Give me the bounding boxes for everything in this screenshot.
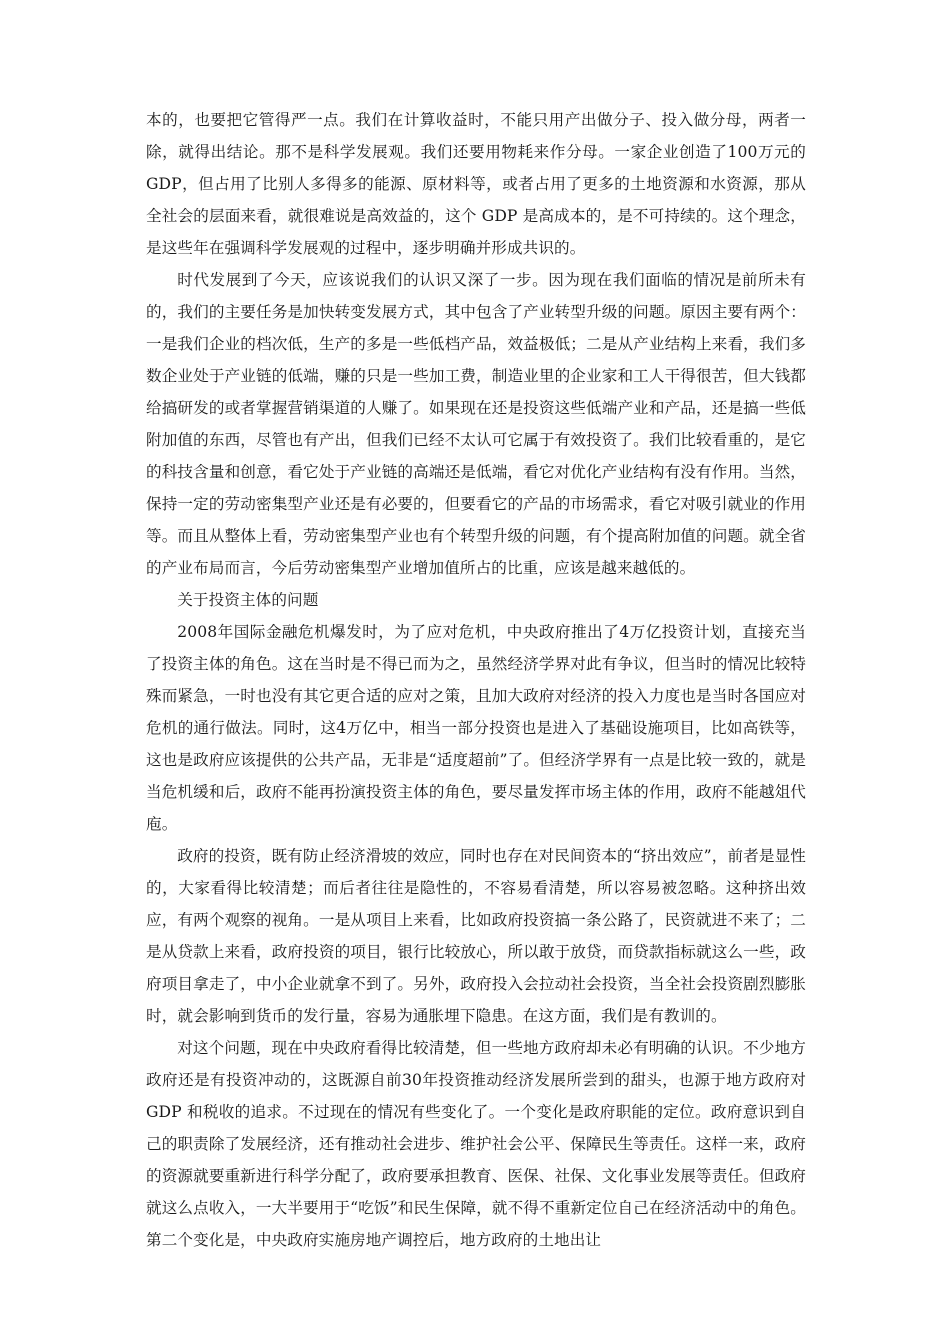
section-heading: 关于投资主体的问题: [177, 591, 319, 609]
paragraph-2: 时代发展到了今天，应该说我们的认识又深了一步。因为现在我们面临的情况是前所未有的，我们的主要任务是加快转变发展方式，其中包含了产业转型升级的问题。原因主要有两个：一是我们企业的档次低，生产的多是一些低档产品，效益极低；二是从产业结构上来看，我们多数企业处于产业链的低端，赚的只是一些加工费，制造业里的企业家和工人干得很苦，但大钱都给搞研发的或者掌握营销渠道的人赚了。如果现在还是投资这些低端产业和产品，还是搞一些低附加值的东西，尽管也有产出，但我们已经不太认可它属于有效投资了。我们比较看重的，是它的科技含量和创意，看它处于产业链的高端还是低端，看它对优化产业结构有没有作用。当然，保持一定的劳动密集型产业还是有必要的，但要看它的产品的市场需求，看它对吸引就业的作用等。而且从整体上看，劳动密集型产业也有个转型升级的问题，有个提高附加值的问题。就全省的产业布局而言，今后劳动密集型产业增加值所占的比重，应该是越来越低的。: [146, 271, 806, 577]
paragraph-4: 政府的投资，既有防止经济滑坡的效应，同时也存在对民间资本的“挤出效应”，前者是显性的，大家看得比较清楚；而后者往往是隐性的，不容易看清楚，所以容易被忽略。这种挤出效应，有两个观察的视角。一是从项目上来看，比如政府投资搞一条公路了，民资就进不来了；二是从贷款上来看，政府投资的项目，银行比较放心，所以敢于放贷，而贷款指标就这么一些，政府项目拿走了，中小企业就拿不到了。另外，政府投入会拉动社会投资，当全社会投资剧烈膨胀时，就会影响到货币的发行量，容易为通胀埋下隐患。在这方面，我们是有教训的。: [146, 847, 806, 1025]
paragraph-1: 本的，也要把它管得严一点。我们在计算收益时，不能只用产出做分子、投入做分母，两者一除，就得出结论。那不是科学发展观。我们还要用物耗来作分母。一家企业创造了100万元的 GDP，但占用了比别人多得多的能源、原材料等，或者占用了更多的土地资源和水资源，那从全社会的层面来看，就很难说是高效益的，这个 GDP 是高成本的，是不可持续的。这个理念，是这些年在强调科学发展观的过程中，逐步明确并形成共识的。: [146, 111, 806, 257]
document-page: [146, 104, 806, 1256]
paragraph-3: 2008年国际金融危机爆发时，为了应对危机，中央政府推出了4万亿投资计划，直接充当了投资主体的角色。这在当时是不得已而为之，虽然经济学界对此有争议，但当时的情况比较特殊而紧急，一时也没有其它更合适的应对之策，且加大政府对经济的投入力度也是当时各国应对危机的通行做法。同时，这4万亿中，相当一部分投资也是进入了基础设施项目，比如高铁等，这也是政府应该提供的公共产品，无非是“适度超前”了。但经济学界有一点是比较一致的，就是当危机缓和后，政府不能再扮演投资主体的角色，要尽量发挥市场主体的作用，政府不能越俎代庖。: [146, 623, 806, 833]
paragraph-5: 对这个问题，现在中央政府看得比较清楚，但一些地方政府却未必有明确的认识。不少地方政府还是有投资冲动的，这既源自前30年投资推动经济发展所尝到的甜头，也源于地方政府对 GDP 和税收的追求。不过现在的情况有些变化了。一个变化是政府职能的定位。政府意识到自己的职责除了发展经济，还有推动社会进步、维护社会公平、保障民生等责任。这样一来，政府的资源就要重新进行科学分配了，政府要承担教育、医保、社保、文化事业发展等责任。但政府就这么点收入，一大半要用于“吃饭”和民生保障，就不得不重新定位自己在经济活动中的角色。第二个变化是，中央政府实施房地产调控后，地方政府的土地出让: [146, 1039, 806, 1249]
